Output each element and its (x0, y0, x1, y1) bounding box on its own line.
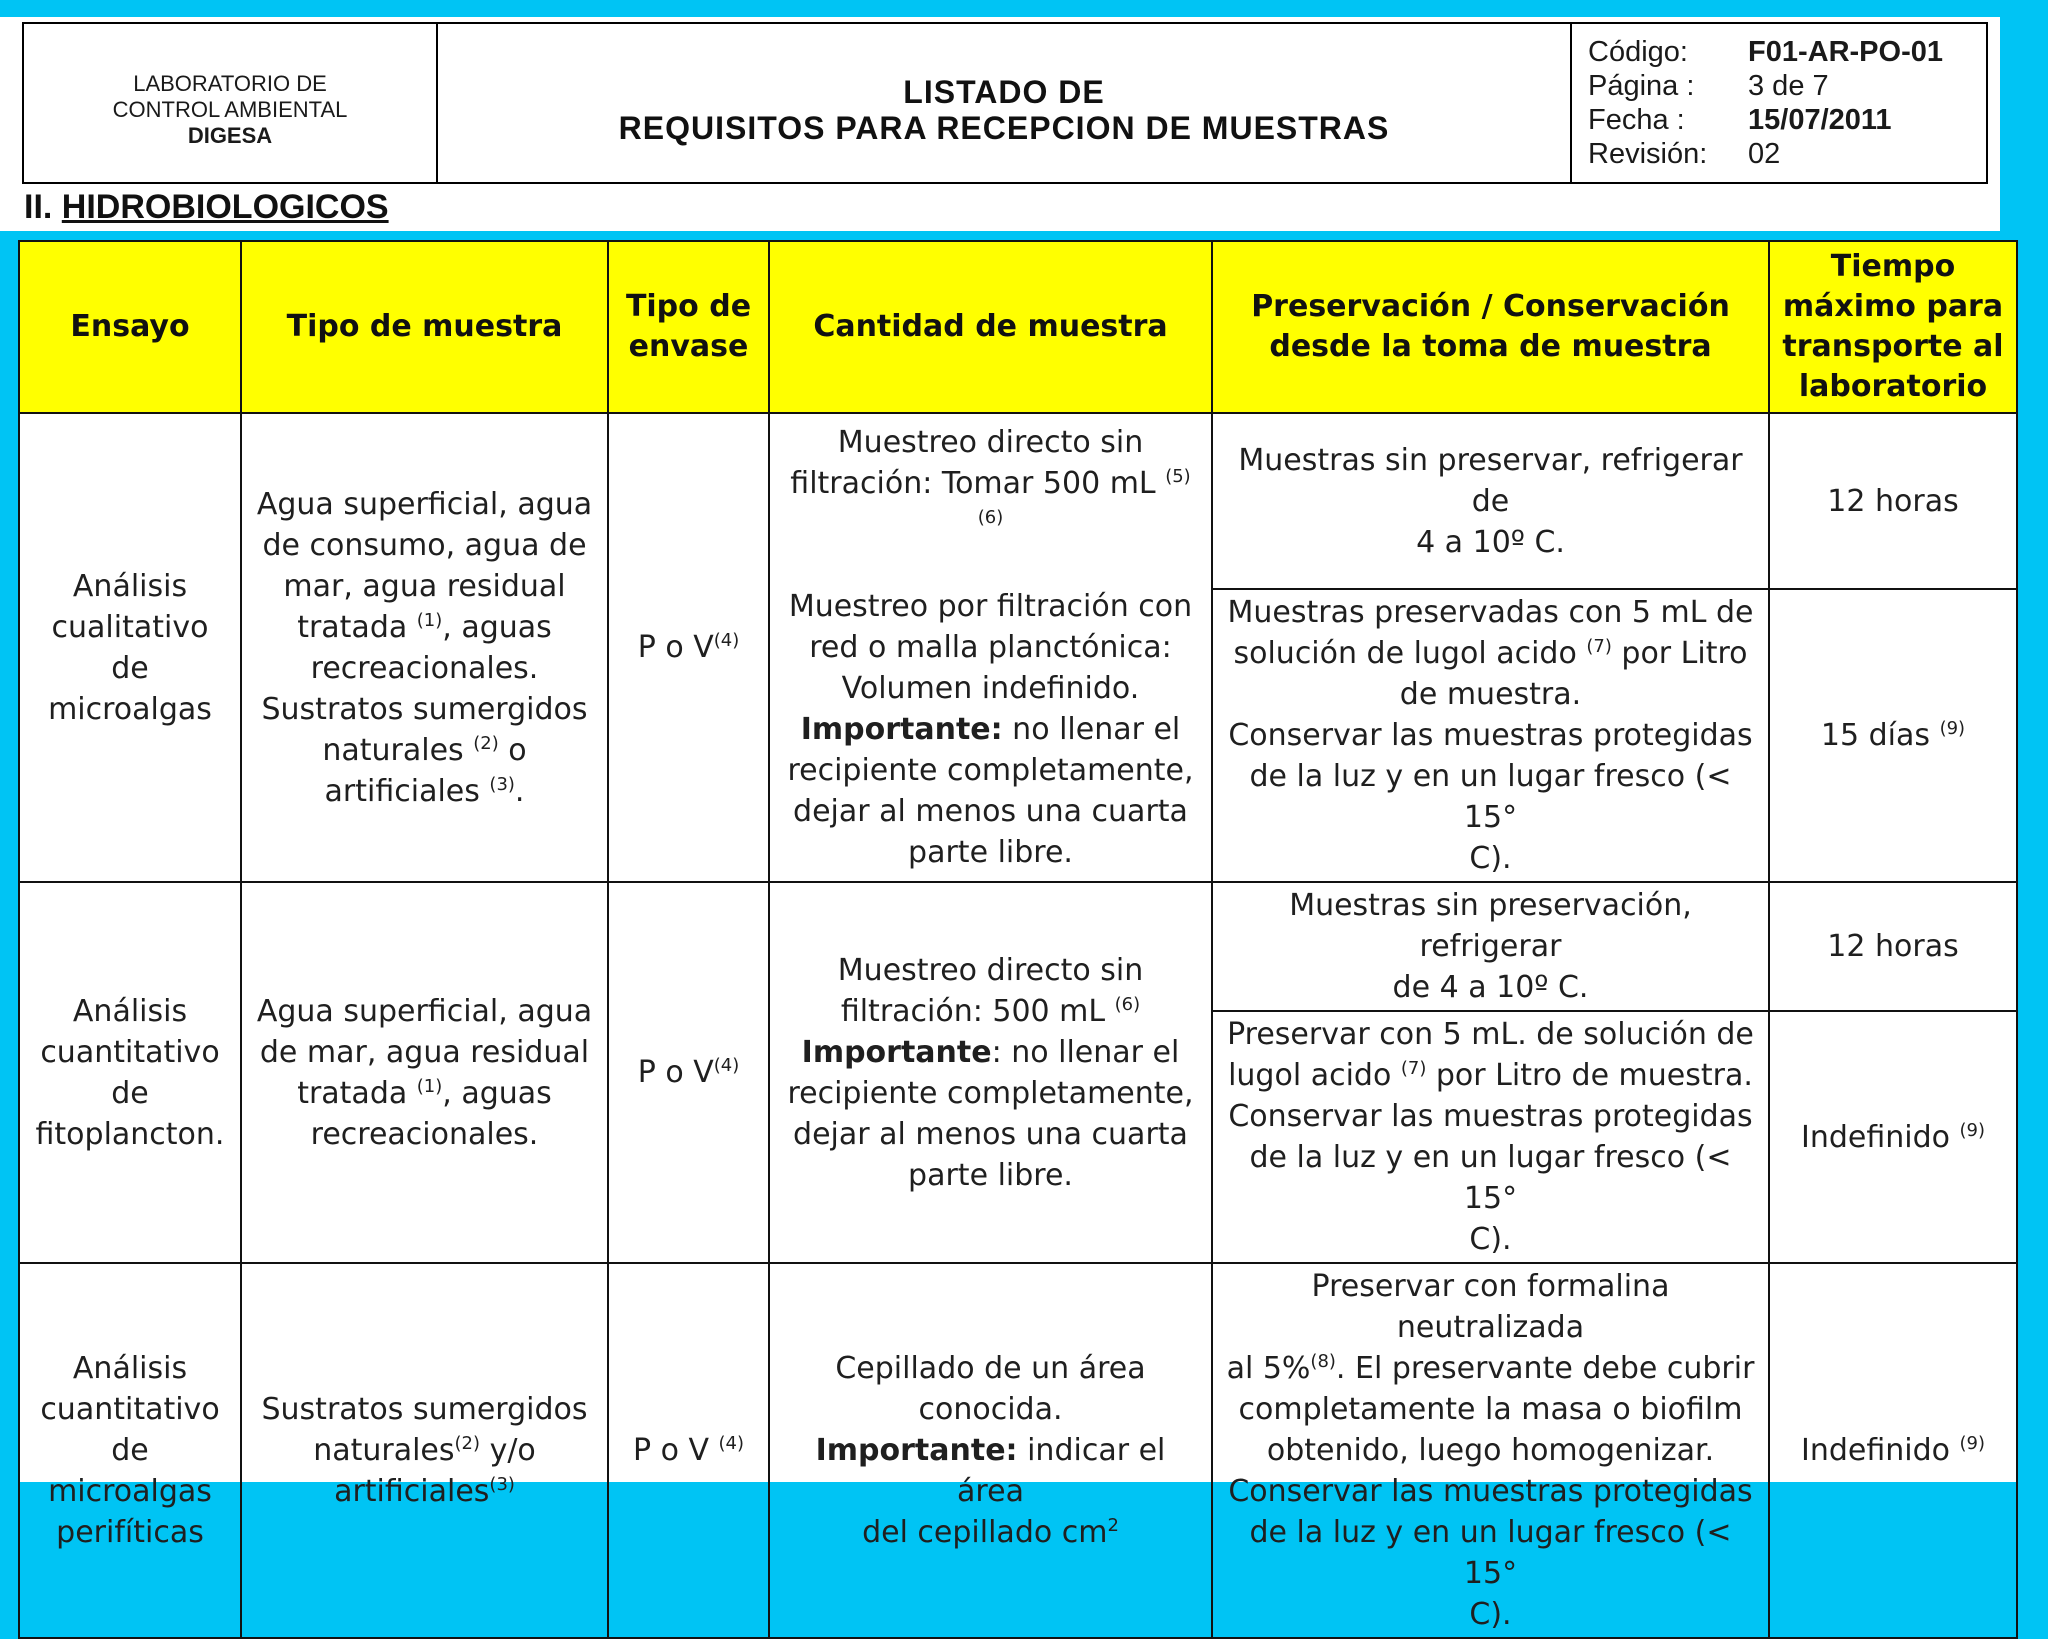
document-header (22, 22, 1988, 184)
cell-tiempo: 15 días $^{(9)}$ (1769, 589, 2017, 882)
revision-value: 02 (1748, 138, 1781, 170)
requirements-table-wrap (18, 240, 2016, 1632)
requirements-table (18, 240, 2018, 1639)
col-header-preservacion: Preservación / Conservación desde la toma de muestra (1212, 241, 1769, 413)
cell-tiempo: Indefinido $^{(9)}$ (1769, 1011, 2017, 1263)
document-meta (1572, 24, 1986, 182)
cell-preservacion: Muestras sin preservación, refrigerar de 4 a 10º C. (1212, 882, 1769, 1011)
lab-name-block (24, 24, 438, 182)
cell-tipo-muestra: Agua superficial, agua de consumo, agua de mar, agua residual tratada $^{(1)}$, aguas recreacionales. Sustratos sumergidos naturales $^{(2)}$ o artificiales $^{(3)}$. (241, 413, 608, 882)
col-header-ensayo: Ensayo (19, 241, 241, 413)
col-header-tipo-muestra: Tipo de muestra (241, 241, 608, 413)
cell-envase: P o $V^{(4)}$ (608, 882, 769, 1263)
col-header-cantidad: Cantidad de muestra (769, 241, 1212, 413)
cell-ensayo: Análisis cuantitativo de microalgas perifíticas (19, 1263, 241, 1638)
cell-envase: P o V $^{(4)}$ (608, 1263, 769, 1638)
cell-preservacion: Muestras preservadas con 5 mL de solución de lugol acido $^{(7)}$ por Litro de muestra. Conservar las muestras protegidas de la luz y en un lugar fresco (< 15° C). (1212, 589, 1769, 882)
cell-tiempo: Indefinido $^{(9)}$ (1769, 1263, 2017, 1638)
section-title: HIDROBIOLOGICOS (61, 188, 389, 226)
table-row (19, 1263, 2017, 1638)
codigo-value: F01-AR-PO-01 (1748, 36, 1943, 68)
pagina-value: 3 de 7 (1748, 70, 1829, 102)
cell-tiempo: 12 horas (1769, 882, 2017, 1011)
fecha-value: 15/07/2011 (1748, 104, 1892, 136)
cell-preservacion: Preservar con 5 mL. de solución de lugol acido $^{(7)}$ por Litro de muestra. Conservar las muestras protegidas de la luz y en un lugar fresco (< 15° C). (1212, 1011, 1769, 1263)
table-row (19, 882, 2017, 1011)
cell-preservacion: Muestras sin preservar, refrigerar de 4 a 10º C. (1212, 413, 1769, 589)
codigo-label: Código: (1588, 36, 1688, 68)
cell-cantidad: Muestreo directo sin filtración: 500 mL $^{(6)}$ Importante: no llenar el recipiente completamente, dejar al menos una cuarta parte libre. (769, 882, 1212, 1263)
col-header-tipo-envase: Tipo de envase (608, 241, 769, 413)
cell-ensayo: Análisis cualitativo de microalgas (19, 413, 241, 882)
revision-label: Revisión: (1588, 138, 1708, 170)
cell-tiempo: 12 horas (1769, 413, 2017, 589)
table-row (19, 413, 2017, 589)
cell-tipo-muestra: Agua superficial, agua de mar, agua residual tratada $^{(1)}$, aguas recreacionales. (241, 882, 608, 1263)
cell-ensayo: Análisis cuantitativo de fitoplancton. (19, 882, 241, 1263)
section-heading (24, 188, 389, 227)
document-title (438, 24, 1572, 182)
section-number: II. (24, 188, 53, 226)
fecha-label: Fecha : (1588, 104, 1685, 136)
col-header-tiempo: Tiempo máximo para transporte al laboratorio (1769, 241, 2017, 413)
cell-cantidad: Muestreo directo sin filtración: Tomar 500 mL $^{(5) (6)}$ Muestreo por filtración con red o malla planctónica: Volumen indefinido. Importante: no llenar el recipiente completamente, dejar al menos una cuarta parte libre. (769, 413, 1212, 882)
lab-line-2: CONTROL AMBIENTAL (112, 97, 348, 122)
title-line-2: REQUISITOS PARA RECEPCION DE MUESTRAS (618, 110, 1390, 146)
cell-envase: P o $V^{(4)}$ (608, 413, 769, 882)
title-line-1: LISTADO DE (903, 74, 1105, 110)
cell-preservacion: Preservar con formalina neutralizada al 5%$^{(8)}$. El preservante debe cubrir completamente la masa o biofilm obtenido, luego homogenizar. Conservar las muestras protegidas de la luz y en un lugar fresco (< 15° C). (1212, 1263, 1769, 1638)
table-header-row (19, 241, 2017, 413)
lab-line-3: DIGESA (187, 123, 273, 148)
pagina-label: Página : (1588, 70, 1695, 102)
cell-cantidad: Cepillado de un área conocida. Importante: indicar el área del cepillado $cm^2$ (769, 1263, 1212, 1638)
cell-tipo-muestra: Sustratos sumergidos naturales$^{(2)}$ y/o artificiales$^{(3)}$ (241, 1263, 608, 1638)
lab-line-1: LABORATORIO DE (133, 71, 327, 96)
